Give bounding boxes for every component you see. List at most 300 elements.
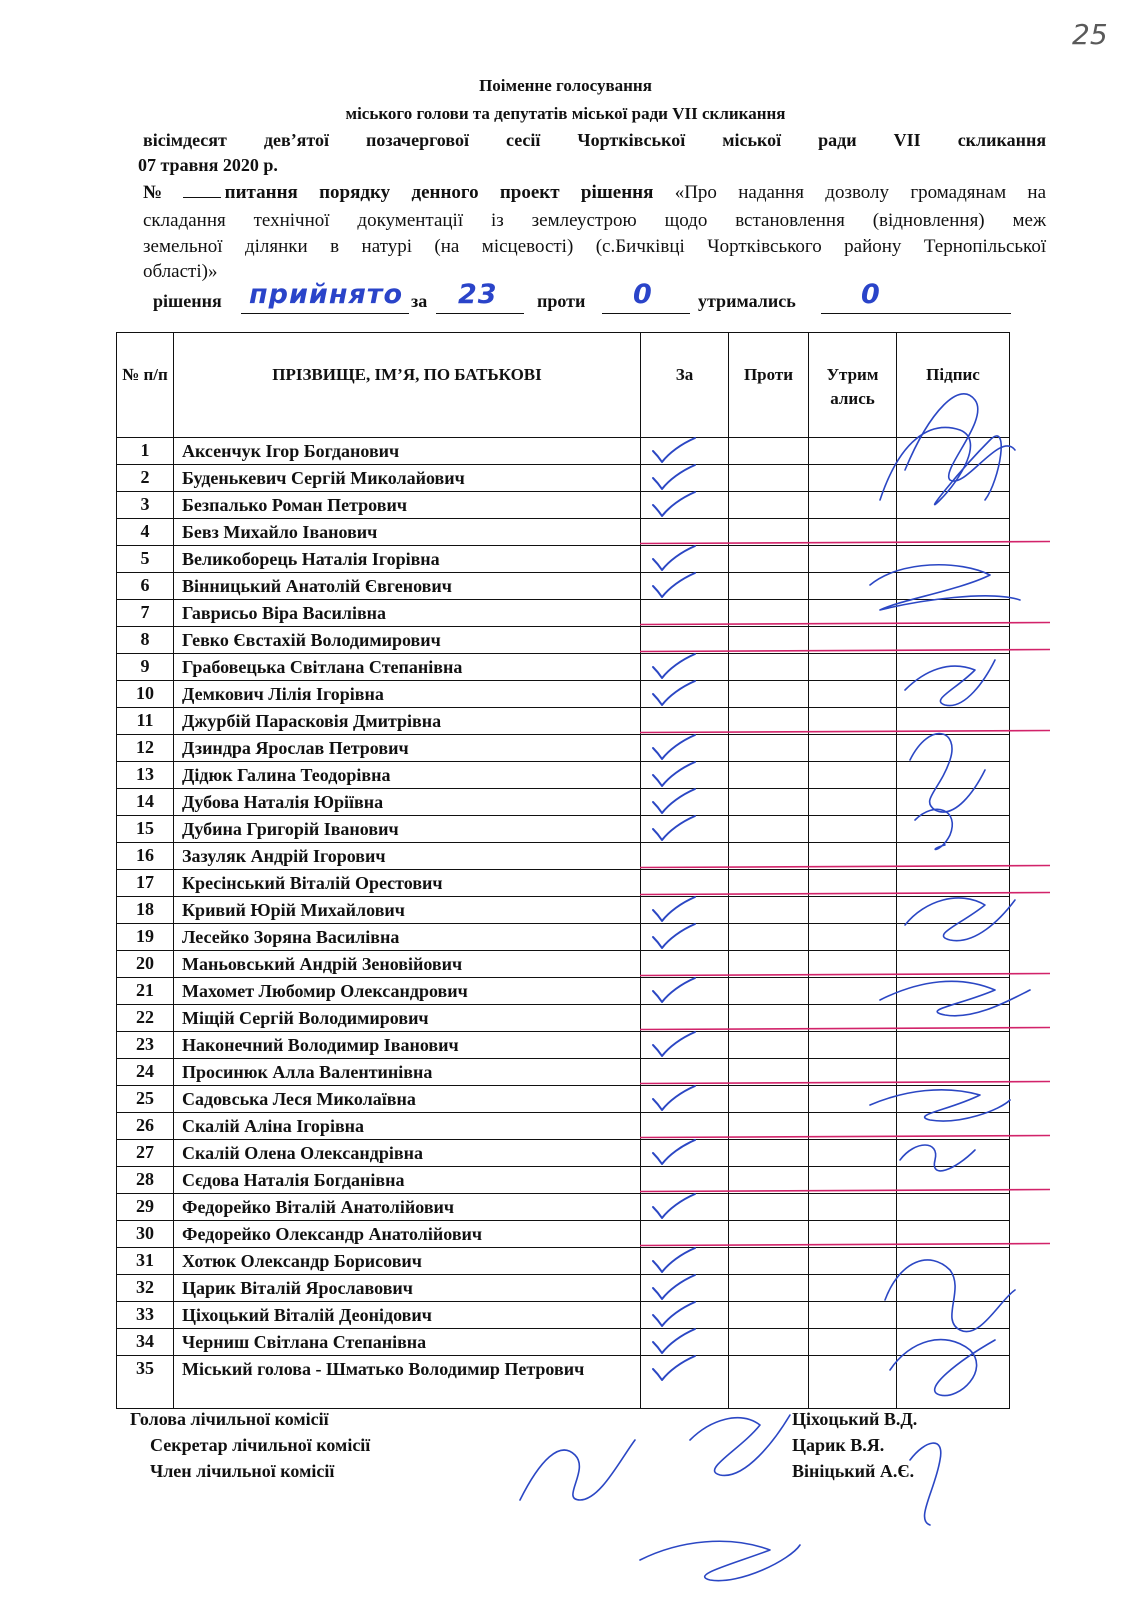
vote-against-cell [729,870,809,897]
table-row [117,1032,1010,1059]
name-cell [174,1356,641,1409]
row-number: 20 [117,951,174,978]
signature-cell [897,978,1010,1005]
document-subtitle: міського голови та депутатів міської ради VII скликання [345,104,786,123]
vote-abstained-cell [809,1302,897,1329]
table-row [117,438,1010,465]
vote-for-cell [641,1329,729,1356]
signature-cell [897,789,1010,816]
vote-for-cell [641,816,729,843]
vote-abstained-cell [809,1086,897,1113]
session-line [143,130,1046,151]
name-cell [174,951,641,978]
row-number: 3 [117,492,174,519]
name-cell [174,438,641,465]
table-row [117,924,1010,951]
table-row [117,1113,1010,1140]
table-row [117,1167,1010,1194]
vote-abstained-cell [809,735,897,762]
header-word: Чортківського [707,236,822,257]
check-mark-icon [649,570,699,602]
table-row [117,789,1010,816]
row-number: 35 [117,1356,174,1409]
row-number: 22 [117,1005,174,1032]
name-cell [174,924,641,951]
check-mark-icon [649,1353,699,1385]
vote-for-cell [641,870,729,897]
vote-for-cell [641,465,729,492]
agenda-item-number-blank [183,183,221,198]
row-number: 1 [117,438,174,465]
table-row [117,654,1010,681]
vote-for-cell [641,924,729,951]
row-number: 10 [117,681,174,708]
vote-for-cell [641,951,729,978]
header-word: в [330,236,340,257]
row-number: 26 [117,1113,174,1140]
signature-cell [897,762,1010,789]
vote-for-cell [641,600,729,627]
header-word: скликання [957,130,1047,150]
member-name: Вініцький А.Є. [792,1461,915,1481]
chair-name: Ціхоцький В.Д. [792,1409,918,1429]
deputy-name: Гевко Євстахій Володимирович [182,630,441,650]
table-row [117,492,1010,519]
name-cell [174,843,641,870]
vote-for-cell [641,843,729,870]
deputy-name: Скалій Олена Олександрівна [182,1143,423,1163]
row-number: 4 [117,519,174,546]
table-row [117,627,1010,654]
vote-against-cell [729,573,809,600]
name-cell [174,573,641,600]
vote-for-cell [641,1194,729,1221]
check-mark-icon [649,921,699,953]
vote-for-cell [641,546,729,573]
abstained-underline [821,313,1011,314]
header-word: земельної [143,236,223,257]
name-cell [174,1005,641,1032]
signature-cell [897,1113,1010,1140]
deputy-name: Царик Віталій Ярославович [182,1278,413,1298]
table-row [117,1356,1010,1409]
row-number: 17 [117,870,174,897]
deputy-name: Садовська Леся Миколаївна [182,1089,416,1109]
signature-cell [897,1302,1010,1329]
header-word: Тернопільської [923,236,1047,257]
name-cell [174,789,641,816]
vote-against-cell [729,843,809,870]
vote-for-cell [641,438,729,465]
name-cell [174,708,641,735]
deputy-name: Бевз Михайло Іванович [182,522,378,542]
signature-cell [897,465,1010,492]
row-number: 7 [117,600,174,627]
vote-against-cell [729,1248,809,1275]
vote-against-cell [729,681,809,708]
vote-abstained-cell [809,573,897,600]
vote-for-cell [641,1032,729,1059]
against-underline [602,313,690,314]
table-row [117,519,1010,546]
header-word: Чортківської [577,130,686,150]
vote-abstained-cell [809,708,897,735]
name-cell [174,681,641,708]
table-row [117,1329,1010,1356]
name-cell [174,1248,641,1275]
agenda-item-text-start: «Про надання дозволу громадянам на [674,182,1047,203]
header-word: натурі [361,236,412,257]
signature-cell [897,1005,1010,1032]
for-value: 23 [458,279,498,310]
vote-for-cell [641,519,729,546]
chair-label: Голова лічильної комісії [130,1409,329,1429]
row-number: 24 [117,1059,174,1086]
name-cell [174,1221,641,1248]
deputy-name: Вінницький Анатолій Євгенович [182,576,452,596]
header-word: міської [722,130,782,150]
signature-cell [897,1356,1010,1409]
against-label: проти [537,291,586,311]
deputy-name: Просинюк Алла Валентинівна [182,1062,433,1082]
decision-value: прийнято [249,279,404,310]
against-value: 0 [633,279,653,310]
check-mark-icon [649,489,699,521]
deputy-name: Дубина Григорій Іванович [182,819,399,839]
vote-abstained-cell [809,924,897,951]
vote-for-cell [641,654,729,681]
name-cell [174,870,641,897]
row-number: 31 [117,1248,174,1275]
vote-abstained-cell [809,951,897,978]
row-number: 28 [117,1167,174,1194]
name-cell [174,546,641,573]
deputy-name: Міський голова - Шматько Володимир Петрович [182,1359,585,1379]
deputy-name: Сєдова Наталія Богданівна [182,1170,405,1190]
table-row [117,1275,1010,1302]
deputy-name: Лесейко Зоряна Василівна [182,927,400,947]
row-number: 23 [117,1032,174,1059]
row-number: 15 [117,816,174,843]
agenda-item-number-label: № [143,182,179,203]
vote-for-cell [641,1302,729,1329]
table-row [117,681,1010,708]
signature-cell [897,1194,1010,1221]
vote-for-cell [641,1167,729,1194]
for-underline [436,313,524,314]
deputy-name: Скалій Аліна Ігорівна [182,1116,365,1136]
vote-against-cell [729,1032,809,1059]
name-cell [174,762,641,789]
vote-against-cell [729,1221,809,1248]
header-for: За [641,333,729,438]
vote-abstained-cell [809,816,897,843]
vote-abstained-cell [809,600,897,627]
vote-for-cell [641,573,729,600]
row-number: 2 [117,465,174,492]
vote-abstained-cell [809,1167,897,1194]
header-word: (с.Бичківці [595,236,685,257]
row-number: 12 [117,735,174,762]
vote-abstained-cell [809,762,897,789]
signature-cell [897,573,1010,600]
vote-against-cell [729,438,809,465]
row-number: 27 [117,1140,174,1167]
deputy-name: Федорейко Олександр Анатолійович [182,1224,483,1244]
vote-abstained-cell [809,1329,897,1356]
header-word: із [490,210,504,231]
vote-against-cell [729,654,809,681]
vote-for-cell [641,1005,729,1032]
vote-against-cell [729,978,809,1005]
vote-for-cell [641,1140,729,1167]
agenda-item-label: питання порядку денного проект рішення [224,182,654,203]
table-row [117,546,1010,573]
row-number: 25 [117,1086,174,1113]
table-row [117,1302,1010,1329]
table-row [117,1086,1010,1113]
header-word: позачергової [366,130,469,150]
row-number: 33 [117,1302,174,1329]
signature-cell [897,1059,1010,1086]
vote-for-cell [641,708,729,735]
table-row [117,465,1010,492]
row-number: 9 [117,654,174,681]
row-number: 16 [117,843,174,870]
deputy-name: Безпалько Роман Петрович [182,495,407,515]
row-number: 13 [117,762,174,789]
decision-label: рішення [153,291,222,311]
roll-call-table [116,332,1010,1409]
vote-against-cell [729,1356,809,1409]
table-row [117,951,1010,978]
name-cell [174,1167,641,1194]
check-mark-icon [649,1029,699,1061]
agenda-item-line-1 [143,182,1046,204]
deputy-name: Зазуляк Андрій Ігорович [182,846,386,866]
name-cell [174,1329,641,1356]
name-cell [174,465,641,492]
row-number: 30 [117,1221,174,1248]
vote-against-cell [729,708,809,735]
table-row [117,1248,1010,1275]
name-cell [174,897,641,924]
signature-cell [897,1275,1010,1302]
signature-cell [897,654,1010,681]
signature-cell [897,1248,1010,1275]
signature-cell [897,1329,1010,1356]
vote-abstained-cell [809,1356,897,1409]
deputy-name: Дубова Наталія Юріївна [182,792,384,812]
header-signature: Підпис [897,333,1010,438]
vote-against-cell [729,519,809,546]
signature-cell [897,816,1010,843]
signature-cell [897,627,1010,654]
handwritten-signature [640,1541,800,1580]
name-cell [174,627,641,654]
vote-for-cell [641,1086,729,1113]
signature-cell [897,492,1010,519]
deputy-name: Гаврисьо Віра Василівна [182,603,387,623]
vote-abstained-cell [809,897,897,924]
vote-abstained-cell [809,546,897,573]
deputy-name: Черниш Світлана Степанівна [182,1332,427,1352]
signature-cell [897,1140,1010,1167]
table-row [117,870,1010,897]
header-against: Проти [729,333,809,438]
vote-abstained-cell [809,1059,897,1086]
member-label: Член лічильної комісії [150,1461,335,1481]
vote-abstained-cell [809,519,897,546]
name-cell [174,492,641,519]
document-title: Поіменне голосування [479,76,652,95]
signature-cell [897,1167,1010,1194]
name-cell [174,816,641,843]
table-row [117,816,1010,843]
table-row [117,1059,1010,1086]
vote-abstained-cell [809,1221,897,1248]
deputy-name: Махомет Любомир Олександрович [182,981,468,1001]
vote-against-cell [729,1329,809,1356]
table-row [117,1005,1010,1032]
header-word: дев’ятої [263,130,330,150]
header-abstained: Утримались [809,333,897,438]
name-cell [174,519,641,546]
decision-underline [241,313,409,314]
vote-for-cell [641,1059,729,1086]
page-number [1068,14,1118,54]
signature-cell [897,951,1010,978]
name-cell [174,1059,641,1086]
header-word: (відновлення) [872,210,985,231]
row-number: 6 [117,573,174,600]
vote-abstained-cell [809,627,897,654]
signature-cell [897,708,1010,735]
abstained-label: утримались [698,291,796,311]
vote-against-cell [729,951,809,978]
vote-against-cell [729,789,809,816]
check-mark-icon [649,975,699,1007]
name-cell [174,978,641,1005]
vote-for-cell [641,1356,729,1409]
deputy-name: Дзиндра Ярослав Петрович [182,738,409,758]
vote-abstained-cell [809,465,897,492]
header-word: сесії [505,130,541,150]
header-num: № п/п [117,333,174,438]
signature-cell [897,600,1010,627]
row-number: 5 [117,546,174,573]
table-row [117,708,1010,735]
table-row [117,1140,1010,1167]
deputy-name: Кривий Юрій Михайлович [182,900,405,920]
name-cell [174,1275,641,1302]
vote-for-cell [641,681,729,708]
header-word: встановлення [735,210,845,231]
vote-against-cell [729,465,809,492]
vote-for-cell [641,627,729,654]
table-row [117,1221,1010,1248]
vote-for-cell [641,1113,729,1140]
agenda-item-line-4: області)» [143,261,218,282]
signature-cell [897,870,1010,897]
for-label: за [411,291,428,311]
deputy-name: Хотюк Олександр Борисович [182,1251,422,1271]
secretary-label: Секретар лічильної комісії [150,1435,371,1455]
name-cell [174,1140,641,1167]
vote-abstained-cell [809,1113,897,1140]
vote-for-cell [641,1275,729,1302]
check-mark-icon [649,678,699,710]
header-word: документації [357,210,464,231]
vote-against-cell [729,1275,809,1302]
deputy-name: Грабовецька Світлана Степанівна [182,657,463,677]
name-cell [174,1032,641,1059]
table-row [117,600,1010,627]
vote-against-cell [729,1113,809,1140]
row-number: 11 [117,708,174,735]
table-row [117,978,1010,1005]
deputy-name: Дідюк Галина Теодорівна [182,765,391,785]
header-word: району [844,236,902,257]
deputy-name: Великоборець Наталія Ігорівна [182,549,440,569]
vote-against-cell [729,600,809,627]
signature-cell [897,897,1010,924]
header-word: складання [143,210,226,231]
vote-against-cell [729,924,809,951]
table-row [117,735,1010,762]
header-word: технічної [253,210,330,231]
signature-cell [897,438,1010,465]
header-word: місцевості) [481,236,574,257]
table-row [117,1194,1010,1221]
row-number: 32 [117,1275,174,1302]
vote-abstained-cell [809,681,897,708]
vote-against-cell [729,546,809,573]
deputy-name: Аксенчук Ігор Богданович [182,441,400,461]
deputy-name: Маньовський Андрій Зеновійович [182,954,463,974]
row-number: 29 [117,1194,174,1221]
row-number: 19 [117,924,174,951]
vote-for-cell [641,1248,729,1275]
signature-cell [897,519,1010,546]
header-word: вісімдесят [143,130,227,150]
header-word: (на [434,236,460,257]
name-cell [174,1194,641,1221]
table-header-row [117,333,1010,438]
check-mark-icon [649,1137,699,1169]
row-number: 34 [117,1329,174,1356]
header-word: щодо [664,210,708,231]
row-number: 14 [117,789,174,816]
abstained-value: 0 [861,279,881,310]
vote-against-cell [729,1059,809,1086]
vote-against-cell [729,816,809,843]
vote-abstained-cell [809,789,897,816]
table-row [117,897,1010,924]
deputy-name: Кресінський Віталій Орестович [182,873,443,893]
handwritten-signature [520,1440,635,1500]
vote-against-cell [729,1167,809,1194]
signature-cell [897,843,1010,870]
vote-for-cell [641,492,729,519]
deputy-name: Демкович Лілія Ігорівна [182,684,384,704]
vote-abstained-cell [809,1005,897,1032]
agenda-item-line-3 [143,236,1046,258]
vote-abstained-cell [809,492,897,519]
header-word: меж [1012,210,1047,231]
header-word: землеустрою [531,210,637,231]
vote-abstained-cell [809,438,897,465]
